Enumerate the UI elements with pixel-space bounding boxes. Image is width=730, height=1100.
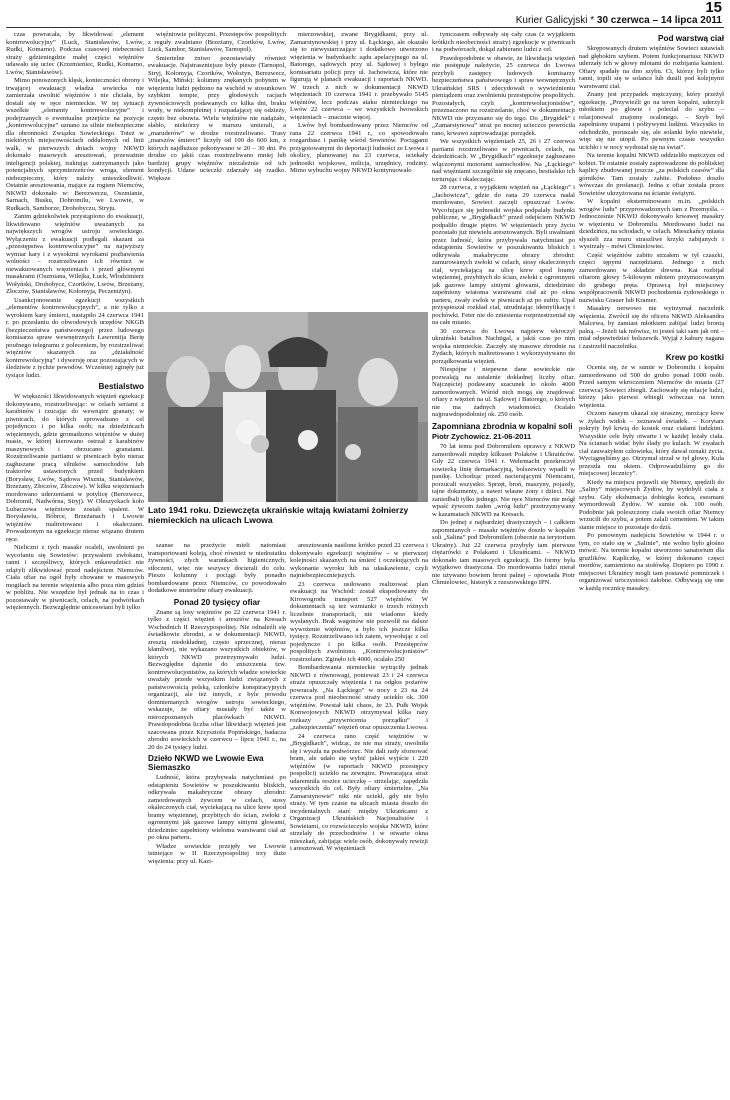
column-3-top [290, 31, 428, 310]
subheading-pod-warstwa: Pod warstwą ciał [658, 34, 724, 43]
photo-illustration [148, 312, 428, 502]
header-rule [6, 27, 724, 28]
paragraph: Usankcjonowanie egzekucji wszystkich „elementów kontrrewolucyjnych”, a nie tylko z wyrokiem kary śmierci, nastąpiło 24 czerwca 1941 r. po przesłaniu do obwodowych urzędów NKGB (bezpieczeństwa państwowego) przez ludowego komisarza spraw wewnętrznych Ławrentija Berię poufnego telegramu z poleceniem, by rozstrzeliwać więźniów skazanych za „działalność kontrrewolucyjną” i dywersję oraz pozostających w śledztwie z tychże powodów. Wcześniej zginęły już tysiące ludzi. [6, 296, 144, 379]
paragraph: Lwów był bombardowany przez Niemców od rana 22 czerwca 1941 r., co spowodowało rozgardiasz i panikę wśród Sowietów. Pociągami przygotowanymi do deportacji ludności ze Lwowa i okolicy, planowanej na 23 czerwca, uciekały jednostki wojskowe, milicja, urzędnicy, rodziny. Mimo wybuchu wojny NKWD kontynuowało [290, 122, 428, 174]
paragraph: Znany jest przypadek mężczyzny, który przeżył egzekucję. „Przywieźli go na teren kopalni, uderzyli młotkiem po głowie i polecial do szybu – relacjonował znajomy ocalonego. – Szyb był zapełniony trupami i półżywymi ludźmi. Wszystko to odchodziło, poruszało się, ale solanki było niewiele, więc się nie utopił. Po pewnym czasie wszystko ucichło i w nocy wydostał się na świat”. [579, 91, 724, 151]
news-photo [148, 312, 428, 502]
paragraph: Na terenie kopalni NKWD oddzieliło mężczyzn od kobiet. Te ostatnie zostały zaprowadzone do pobliskiej kaplicy zbudowanej jeszcze „za polskich czasów” dla górników. Tam zostały zabite. Podobno doszło wówczas do profanacji. Jedna z ofiar została przez Sowietów ukrzyżowana na ścianie świątyni. [579, 152, 724, 197]
page-number: 15 [705, 0, 722, 16]
paragraph: Oczom naszym ukazał się straszny, mrożący krew w żyłach widok – zeznawał świadek. – Korytarz pokryty był krwią do kostek oraz ciałami ludzkimi. Wszystkie cele były otwarte i w każdej leżały ciała. Na ścianach widać było ślady po kulach. W zwałach ciał zauważyłem człowieka, który dawał oznaki życia. Wyciągnęliśmy go. Otrzymał strzał w tył głowy. Kula przeszła mu okiem. Odprowadziliśmy go do miejscowej lecznicy”. [579, 410, 724, 477]
publication-name: Kurier Galicyjski [515, 15, 588, 26]
paragraph: Mimo ponoszonych klęsk, konieczności obrony i trwającej ewakuacji władza sowiecka nie zamierzała uwolnić więźniów i nie chciała, by dostali się w ręce niemieckie. W tej sytuacji wszelkie „elementy kontrrewolucyjne” i podejrzanych o ewentualne przejście na pozycje „kontrrewolucyjne” uznano za silnie niebezpieczne dla obronności Związku Sowieckiego. Toteż w niektórych miejscowościach oddalonych od linii walk, w pierwszych dniach wojny NKWD dokonało masowych aresztowań, przeważnie inteligencji polskiej, traktując zatrzymanych jako potencjalnych sprzymierzeńców wroga, element niebezpieczny, który należy unieszkodliwić. Ostatnie aresztowania, mające za rogiem Niemców, NKWD dokonało w: Berezweczu, Oszmianie, Sarnach, Busku, Dobromilu, we Lwowie, w Rudkach, Samborze, Drohobyczu, Stryju. [6, 77, 144, 212]
photo-caption: Lato 1941 roku. Dziewczęta ukraińskie witają kwiatami żołnierzy niemieckich na ulicach Lwowa [148, 505, 409, 525]
subheading-bestialstwo: Bestialstwo [98, 382, 144, 391]
paragraph: Śmiertelne żniwo pozostawiały również ewakuacje. Najstraszniejsze były piesze (Tarnopol, Stryj, Kołomyja, Czortków, Wołożyn, Berezwecz, Wilejka, Mińsk): kolumny znękanych pobytem w więzieniu ludzi pędzono na wschód w stosunkowo szybkim tempie, przy głodowych racjach żywnościowych podawanych co kilka dni, braku wody, w niekompletnej i rozpadającej się odzieży, często bez obuwia. Wielu więźniów nie nadążało, słabło, niektórzy w marszu umierali, a „maruderów” w drodze rozstrzeliwano. Trasy „marszów śmierci” liczyły od 100 do 600 km, z których najdłuższe pokonywano w 20 – 30 dni. Po drodze co jakiś czas rozstrzeliwano mniej lub bardziej grupy więźniów niezależnie od ich kondycji. Udane ucieczki zdarzały się rzadko. Większe [148, 54, 286, 182]
paragraph: Prawdopodobnie w obawie, że likwidacja więzień nie postępuje należycie, 25 czerwca do Lwowa przybyli zastępcy ludowych komisarzy bezpieczeństwa państwowego i spraw wewnętrznych Ukraińskiej SRS i zdecydowali o wywieźnieniu pieniądzem oraz zwolnieniu przestępców pospolitych. Pozostałych, czyli „kontrrewolucjonistów”, przeznaczono na rozstrzelanie, choć w dokumentacji NKWD nie przyznano się do tego. Do „Brygidek” i „Zamarstynowa” straż po nocnej ucieczce powróciła rano, krwawo zaprowadzając porządek. [432, 54, 575, 137]
paragraph: 30 czerwca do Lwowa najpierw wkroczył ukraiński batalion Nachtigal, a jakiś czas po nim wojska niemieckie. Zaczęły się masowe zbrodnie na Żydach, których maltretowano i wykorzystywano do porządkowania więzień. [432, 327, 575, 365]
column-3-bottom [290, 542, 428, 1093]
paragraph: Do jednej z najbardziej drastycznych – i całkiem zapomnianych – masakr więźniów doszło w kopalni soli „Salina” pod Dobromilem (obecnie na terytorium Ukrainy). Już 22 czerwca przybyły tam pierwsze ciężarówki z Polakami i Ukraińcami. – NKWD dokonało tam masowych egzekucji. Do formy była wyjątkowo drastyczna. Do mordowania ludzi nierał nie używano bowiem broni palnej – opowiada Piotr Chmielowiec, historyk z rzeszowskiego IPN. [432, 519, 575, 586]
paragraph: Bombardowania niemieckie wytrąciły jednak NKWD z równowagi, ponieważ 23 i 24 czerwca straże opuszczały więzienia i na odgłos pożarów powracały. „Na Łąckiego” w nocy z 23 na 24 czerwca pod nieobecność straży uciekło ok. 300 więźniów. Powstał taki chaos, że 23. Pułk Wojsk Konwojowych NKWD otrzymywał kilka razy rozkazy „przywrócenia porządku” i „zabezpieczenia” więzień oraz opuszczenia Lwowa. [290, 664, 428, 731]
column-4 [432, 31, 575, 1093]
paragraph: W kopalni eksterminowano m.in. „polskich wrogów ludu” przyprowadzonych tam z Przemyśla. – Jednocześnie NKWD dokonywało krwawej masakry w więzieniu w Dobromilu. Mordowano ludzi na dziedzińcu, na schodach, w celach. Mieszkańcy miasta słyszeli zza muru straszliwe krzyki zabijanych i wystrzały – mówi Chmielowiec. [579, 198, 724, 250]
byline: Piotr Zychowicz. 21-06-2011 [432, 431, 532, 441]
paragraph: Kiedy na miejscu pojawili się Niemcy, spędzili do „Saliny” miejscowych Żydów, by wydobyli ciała z szybu. Gdy ekshumacja dobiegła końca, esesmani wymordowali Żydów. W sumie ok. 100 osób. Podobnie jak poleszczony ciała swoich ofiar Niemcy wrzucili do szybu, a potem zalali cementem. W takim stanie miejsce to pozostaje do dziś. [579, 478, 724, 531]
paragraph: więźniowie polityczni. Przestępców pospolitych z reguły zwalniano (Brzeżany, Czortków, Lwów, Luck, Sambor, Stanisławów, Tarnopol). [148, 31, 286, 53]
separator-star: * [590, 15, 597, 26]
paragraph: 24 czerwca rano część więźniów w „Brygidkach”, widząc, że nie ma straży, uwolniła się i wyszła na podwórzec. Nie dali rady sforsować bram, ale udało się wybić jakieś wyjście i 220 więźniów (w raportach NKWD przestępcy pospolici) uciekło na zewnątrz. Powracająca straż udaremniła resztce ucieczkę – strzelając, zapędziła wszystkich do cel. Były ofiary śmiertelne. „Na Zamarstynowie” nikt nie uciekł, gdy nie było straży. W tym czasie na ulicach miasta doszło do incydentalnych starć między Ukraińcami z Organizacji Ukraińskich Nacjonalistów i Sowietami, co rozwścieczyło wojska NKWD, które strzelały do przechodniów i w otwarte okna mieszkań, zabijając wiele osób, dokonywały rewizji i aresztowań. W więzieniach [290, 732, 428, 852]
paragraph: Zanim gdziekolwiek przystąpiono do ewakuacji, likwidowano więźniów uważanych za największych wrogów ustroju sowieckiego. Wyłączeniu z ewakuacji podlegali skazani za „przestępstwa kontrrewolucyjne” na najwyższy wymiar kary i z wysokimi wyrokami pozbawienia wolności – rozstrzeliwano ich również w niewakuowanych więzieniach i przed głównymi masakrami (Oszmiana, Wilejka, Łuck, Włodzimierz Wołyński, Drohobycz, Czortków, Lwów, Brzeżany, Złoczów, Stanisławów, Kołomyja, Peczeniżyn). [6, 213, 144, 295]
paragraph: Niespójne i niepewne dane sowieckie nie pozwalają na ustalenie dokładnej liczby ofiar. Najczęściej podawany szacunek to około 4000 zamordowanych. Wśród nich mogą się znajdować ofiary z więzień na ul. Sądowej i Batorego, o których nie ma żadnych wiadomości. Ocalało najprawdopodobniej ok. 250 osób. [432, 366, 575, 418]
paragraph: 28 czerwca, z wyjątkiem więzień na „Łąckiego” i „Jachowicza”, gdzie do rana 29 czerwca nadal mordowano, Sowieci zaczęli opuszczać Lwów. Wycofujące się jednostki wojska podpalały budynki publiczne, w „Brygidkach” przed odejściem NKWD podpaliło drugie piętro. W więzieniach przy życiu pozostało już niewielu aresztowanych. Byli uwalniani przez ludność, która przybywała natychmiast po odstąpieniu Sowietów w poszukiwaniu bliskich i odkrywała makabryczne obrazy zbrodni: zamurowanych zwłoki w celach, stosy okaleczonych ciał, wyciekającą na ulicę krew spod bramy więziennej, przybitych do ścian, zwłoki z ogromnymi jak gazowe lampy siniymi głowami, dziedziniec zapełniony wiatoma warstwami ciał aż po okna parteru, zwały zwłok w piwnicach aż po sufity. Upał przyspieszał rozkład ciał, utrudniając identyfikację i pochówki. Feter nie do zniesienia rozprzestrzeniał się na całe miasto. [432, 184, 575, 326]
paragraph: Władze sowieckie przejęły we Lwowie istniejące w II Rzeczypospolitej trzy duże więzienia: przy ul. Kazi- [148, 842, 286, 865]
paragraph: Po ponownym nadejściu Sowietów w 1944 r. o tym, co stało się w „Salinie”, nie wolno było głośno mówić. Na terenie kopalni utworzono sanatorium dla grużlików. Kapliczkę, w której dokonano częsci mordów, zamieniono na stołówkę. Dopiero po 1990 r. miejscowi Ukraińcy mogli tam postawić pomniczek i organizować uroczystości żałobne. Odbywają się one w każdą rocznicę masakry. [579, 532, 724, 592]
column-5 [579, 31, 724, 1093]
column-2-bottom [148, 542, 286, 1093]
paragraph: czas powracała, by likwidować „element kontrrewolucyjny” (Luck, Stanisławów, Lwów, Rudki, Komarno). Podczas czasowej niebecności straży gdzieniegdzie małej części więźniów udawało się uciec (Krzemieniec, Rudki, Komarno, Lwów, Stanisławów). [6, 31, 144, 76]
paragraph: Ludność, która przybywała natychmiast po odstąpieniu Sowietów w poszukiwaniu bliskich, odkrywała makabryczne obrazy zbrodni: zamordowanych żywcem w celach, stosy okaleczonych ciał, wyciekającą na ulice krew spod bramy więziennej, przybitych do ścian, zwłoki z ogromnymi jak gazowe lampy siniymi głowami, dziedziniec zapełniony wielomu warstwami ciał aż po okna parteru. [148, 774, 286, 841]
subheading-dzielo-nkwd: Dzieło NKWD we Lwowie Ewa Siemaszko [148, 754, 264, 772]
paragraph: Nieliczni z tych masakr ocaleli, uwolnieni po wycofaniu się Sowietów: przywaleni zwłokami, ranni i szczęśliwcy, których enkawudziści nie zdążyli zlikwidować przed nadejściem Niemców. Ciała ofiar na ogół były chowane w masowych mogiłach na terenie więzienia albo poza nim gdzieś w pobliżu. Nie wszędzie był jednak na to czas i pozostawały w piwnicach, celach, na podwórkach więziennych. Bezwzględnie uniceswiani byli tylko [6, 544, 144, 611]
column-2-top [148, 31, 286, 310]
paragraph: We wszystkich więzieniach 25, 26 i 27 czerwca partiami rozstrzeliwano w piwnicach, celach, na dziedzińcach. W „Brygidkach” egzekucje zagłuszano włączonymi motorami samochodów. Na „Łąckiego” nad więźniami szczególnie się znęcano, bestialsko ich torturując i okaleczając. [432, 138, 575, 183]
paragraph: Masakry nerwowo nie wytrzymał naczelnik więzienia. Zwrócił się do oficera NKWD Aleksandra Malcewa, by zamiast młotkiem zabijać ludzi bronią palną. – Jeżeli tak mówisz, to jesteś taki sam jak oni – miał odpowiedzieć bolszewik. Wyjął z kabury nagana i zastrzelił naczelnika. [579, 305, 724, 350]
paragraph: mierzowskiej, zwane Brygidkami, przy ul. Zamarstynowskiej i przy ul. Łąckiego, ale okazało się to niewystarczające i dodatkowo utworzono więzienia w budynkach: sądu apelacyjnego na ul. Batorego, sądowych przy ul. Sądowej i byłego komisariatu policji przy ul. Jachowicza, które nie figurują w planach ewakuacji i raportach NKWD. W trzech z nich w dokumentacji NKWD więzieniach 10 czerwca 1941 r. przebywało 5145 więźniów, lecz podczas ataku niemieckiego na Lwów 22 czerwca – we wszystkich lwowskich więzieniach – znacznie więcej. [290, 31, 428, 121]
subheading-krew-po-kostki: Krew po kostki [665, 353, 724, 362]
article-title-kopalnia: Zapomniana zbrodnia w kopalni soli [432, 421, 573, 431]
paragraph: Znane są losy więźniów po 22 czerwca 1941 r. tylko z części więzień i aresztów na Kresach Wschodnich II Rzeczypospolitej. Nie odnaleźli się świadkowie zbrodni, a w dokumentacji NKWD, zresztą niedokładnej, często sprzecznej, nieraz kłamliwej, nie wykazano wszystkich obiektów, w których NKWD przetrzymywało ludzi. Bezwzględne dążenie do zniszczenia tzw. kontrrewolucjonistów, za których władze sowieckie uważały przede wszystkim ludzi związanych z państwowością polską, członków konspiracyjnych organizacji, ale też innych, z byle powodu domniemanych wrogów ustroju sowieckiego, wskazuje, że ofiary musiały być także w nierozpoznanych placówkach NKWD. Prawdopodobna liczba ofiar likwidacji więzień jest szacowana przez Krzysztofa Popińskiego, badacza zbrodni sowieckich w czerwcu – lipcu 1941 r., na 20 do 24 tysięcy ludzi. [148, 608, 286, 751]
paragraph: szanse na przeżycie mieli natomiast transportowani koleją, choć również w niedostatku żywności, złych warunkach higienicznych, stłoczeni, więc nie wszyscy docierali do celu. Pieszo kolumny i pociągi były ponadto bombardowane przez Niemców, co powodowało dodatkowe śmiertelne ofiary ewakuacji. [148, 542, 286, 594]
masthead [516, 15, 722, 26]
paragraph: Skrępowanych drutem więźniów Sowieci ustawiali nad głębokim szybem. Potem funkcjonariusz NKWD uderzały ich w głowy młotami do rozbijania kamieni. Ofiary spadały na dno szybu. Ci, którzy byli tylko ranni, topili się w solance lub dusili pod kolejnymi warstwami ciał. [579, 45, 724, 90]
paragraph: W większości likwidowanych więzień egzekucji dokonywano, rozstrzeliwując: w celach seriami z karabinów i rzucając do wewnątrz granaty; w piwnicach, do których sprowadzano z cel pojedynczo i po kilka osób; na dziedzińcach więziennych, gdzie gromadzono więźniów w dużej masie, w której kierowano ostrzał z karabinów maszynowych i obrzucano granatami. Rozstrzeliwanie partiami w piwnicach było nieraz zagłuszane pracą silników samochodów lub traktorów ustawionych przed budynkiem (Borysław, Lwów, Sądowa Wisznia, Stanisławów, Brzeżany, Złoczów, Złoczów). W kilku więzieniach mordowano uderzeniami w potylicę (Berezwecz, Dobromil, Nadwórna, Stryj). W Oleszyckach koło Lubaczowa więźniowie zostali spaleni. W Borysławiu, Bóbrce, Brzeżanach i Lwowie więźniów maltretowano i okaleczano. Prowadzonym na egzekucje nieraz wiązano drutem ręce. [6, 393, 144, 543]
subheading-ofiary: Ponad 20 tysięcy ofiar [173, 597, 261, 607]
paragraph: Część więźniów zabito strzałem w tył czaszki, części tępymi narzędziami. Jednego z nich zamordowano w składzie drewna. Kat rozbijał ofiarom głowy 5-kilowym młotem przymocowanym do grubego pręta. Oprawcą był miejscowy współpracownik NKWD pochodzenia żydowskiego o nazwisku Grauer lub Kramer. [579, 251, 724, 304]
paragraph: 70 lat temu pod Dobromilem oprawcy z NKWD zamordowali między kilkuset Polaków i Ukraińców. Gdy 22 czerwca 1941 r. Wehrmacht przekroczył sowiecką linię demarkacyjną, bolszewicy wpadli w panikę. Uchodząc przed nacierającymi Niemcami, porzucali wszystko. Sprzęt, broń, maszyny, pojazdy, tajne dokumenty, a nawet własne żony i dzieci. Nie zaniedbali tylko jednego. Nie ręce Niemców nie mógł wpaść żywcem żaden „wróg ludu” przetrzymywany w kazamatach NKWD na Kresach. [432, 443, 575, 518]
column-1 [6, 31, 144, 1093]
paragraph: tymczasem odbywały się cały czas (z wyjątkiem krótkich nieobecności straży) egzekucje w piwnicach i na podwórcach, dokąd zabierano ludzi z cel. [432, 31, 575, 53]
paragraph: aresztowania nasilone krótko przed 22 czerwca i dokonywało egzekucji więźniów – w pierwszej kolejności skazanych na śmierć i oczekujących na wykonanie wyroku lub na ułaskawienie, czyli najniebezpieczniejszych. [290, 542, 428, 579]
paragraph: Ocenia się, że w sumie w Dobromilu i kopalni zamordowano od 500 do grubo ponad 1000 osób. Przed samym wkroczeniem Niemców do miasta (27 czerwca) Sowieci zbiegli. Zachowały się relacje ludzi, którzy jako pierwsi wbiegli wówczas na teren więzienia. [579, 364, 724, 409]
paragraph: 23 czerwca usiłowano realizować plan ewakuacji na Wschód: został ekspediowany do Kirowogrodu transport 527 więźniów. W dokumentach są też wzmianki o trzech różnych liczebnie transportach, nie wiadomo kiedy wysłanych. Brak wagonów nie pozwolił na dalsze wywożenie więźniów, a było ich jeszcze kilka tysięcy. Rozstrzeliwano ich zatem, wywołując z cel pojedynczo i po kilka osób. Przestępców pospolitych zwolniono. „Kontrrewolucjonistów” rozstrzelano. Zginęło ich 4000, ocalało 250 [290, 580, 428, 663]
issue-date: 30 czerwca – 14 lipca 2011 [596, 15, 722, 26]
page-header [0, 0, 730, 26]
